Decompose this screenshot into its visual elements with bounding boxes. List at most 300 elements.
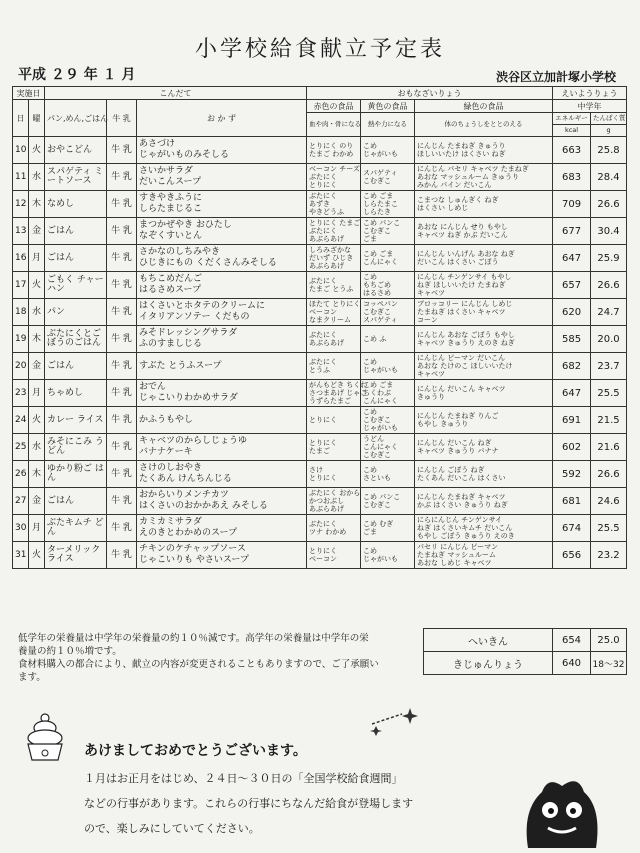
green-foods-cell: [415, 353, 553, 380]
red-foods-cell: [307, 245, 361, 272]
green-food-line: あおな にんじん せり もやし: [417, 223, 508, 231]
green-food-line: ほしいいたけ はくさい ねぎ: [417, 150, 506, 158]
side-dish-cell: [137, 488, 307, 515]
side-dish-line: なぞくすいとん: [139, 231, 203, 241]
yellow-food-line: はるさめ: [363, 289, 392, 297]
milk-cell: 牛 乳: [107, 191, 137, 218]
yellow-foods-cell: [361, 191, 415, 218]
red-foods-cell: [307, 164, 361, 191]
day-cell: 25: [13, 434, 29, 461]
milk-cell: 牛 乳: [107, 326, 137, 353]
staple-cell: パン: [45, 299, 107, 326]
staple-cell: おやこどん: [45, 137, 107, 164]
yellow-food-line: うどん: [363, 435, 385, 443]
header-green: 緑色の食品: [415, 100, 553, 113]
green-foods-cell: [415, 218, 553, 245]
day-cell: 13: [13, 218, 29, 245]
energy-cell: 647: [553, 380, 591, 407]
standard-label: きじゅんりょう: [424, 652, 553, 675]
table-row: [13, 353, 627, 380]
red-food-line: とりにく のり: [309, 142, 354, 150]
side-dish-line: さかなのしちみやき: [139, 247, 221, 257]
day-cell: 24: [13, 407, 29, 434]
side-dish-cell: [137, 326, 307, 353]
red-foods-cell: [307, 407, 361, 434]
header-red-desc: 血や肉・骨になる: [307, 113, 361, 137]
yellow-food-line: こむぎこ: [363, 501, 392, 509]
red-food-line: さつまあげ じゃこ: [309, 389, 368, 397]
milk-cell: 牛 乳: [107, 380, 137, 407]
red-foods-cell: [307, 353, 361, 380]
mascot-character-illustration: [518, 770, 604, 852]
header-grade: 中学年: [553, 100, 627, 113]
note-line: ます。: [18, 672, 46, 683]
yellow-food-line: こむぎこ: [363, 177, 392, 185]
header-day: 日: [13, 100, 29, 137]
protein-cell: 25.5: [591, 380, 627, 407]
red-foods-cell: [307, 434, 361, 461]
side-dish-cell: [137, 542, 307, 569]
protein-cell: 28.4: [591, 164, 627, 191]
milk-cell: 牛 乳: [107, 353, 137, 380]
staple-cell: ごはん: [45, 488, 107, 515]
green-food-line: はくさい しめじ: [417, 204, 469, 212]
protein-cell: 26.6: [591, 272, 627, 299]
green-food-line: キャベツ きゅうり えのき ねぎ: [417, 339, 515, 347]
energy-cell: 657: [553, 272, 591, 299]
red-food-line: さけ: [309, 466, 324, 474]
header-staple: パン,めん,ごはん: [45, 100, 107, 137]
protein-cell: 24.6: [591, 488, 627, 515]
side-dish-line: すぶた とうふスープ: [139, 360, 222, 371]
green-food-line: キャベツ: [417, 289, 446, 297]
red-food-line: ぶたにく: [309, 331, 338, 339]
protein-cell: 21.5: [591, 407, 627, 434]
yellow-food-line: もちごめ: [363, 281, 392, 289]
yellow-food-line: こめ ごま: [363, 192, 394, 200]
staple-cell: ごはん: [45, 245, 107, 272]
staple-cell: ぶたキムチ どん: [45, 515, 107, 542]
energy-cell: 681: [553, 488, 591, 515]
red-food-line: あぶらあげ: [309, 505, 345, 513]
yellow-foods-cell: [361, 218, 415, 245]
red-foods-cell: [307, 488, 361, 515]
side-dish-line: だいこんスープ: [139, 177, 202, 187]
green-food-line: にんじん ピーマン だいこん: [417, 354, 506, 362]
protein-cell: 23.7: [591, 353, 627, 380]
red-foods-cell: [307, 191, 361, 218]
green-food-line: にんじん たまねぎ キャベツ: [417, 493, 506, 501]
protein-cell: 24.7: [591, 299, 627, 326]
side-dish-cell: [137, 191, 307, 218]
green-food-line: にらにんじん チンゲンサイ: [417, 516, 503, 524]
side-dish-line: ふのすましじる: [139, 339, 203, 349]
side-dish-cell: [137, 515, 307, 542]
protein-cell: 30.4: [591, 218, 627, 245]
red-food-line: ほたて とりにく: [309, 300, 361, 308]
side-dish-line: チキンのケチャップソース: [139, 544, 246, 554]
green-foods-cell: [415, 272, 553, 299]
table-row: [13, 137, 627, 164]
red-food-line: ぶたにく: [309, 227, 338, 235]
green-foods-cell: [415, 326, 553, 353]
red-foods-cell: [307, 461, 361, 488]
energy-cell: 677: [553, 218, 591, 245]
red-foods-cell: [307, 272, 361, 299]
average-kcal: 654: [553, 629, 591, 652]
green-food-line: ブロッコリー にんじん しめじ: [417, 300, 513, 308]
header-green-desc: 体のちょうしをととのえる: [415, 113, 553, 137]
yellow-foods-cell: [361, 164, 415, 191]
table-row: [13, 272, 627, 299]
day-cell: 27: [13, 488, 29, 515]
side-dish-line: すきやきふうに: [139, 193, 203, 203]
yellow-foods-cell: [361, 461, 415, 488]
milk-cell: 牛 乳: [107, 461, 137, 488]
yellow-foods-cell: [361, 515, 415, 542]
side-dish-cell: [137, 380, 307, 407]
green-food-line: たまねぎ マッシュルーム: [417, 551, 496, 559]
staple-cell: スパゲティ ミートソース: [45, 164, 107, 191]
weekday-cell: 金: [29, 353, 45, 380]
milk-cell: 牛 乳: [107, 218, 137, 245]
side-dish-line: もちこめだんご: [139, 274, 203, 284]
staple-cell: ゆかり粉ご はん: [45, 461, 107, 488]
side-dish-line: じゃがいものみそしる: [139, 150, 230, 160]
table-row: [13, 542, 627, 569]
side-dish-line: みそドレッシングサラダ: [139, 328, 238, 338]
green-foods-cell: [415, 407, 553, 434]
protein-cell: 21.6: [591, 434, 627, 461]
side-dish-line: さけのしおやき: [139, 463, 203, 473]
side-dish-line: バナナケーキ: [139, 447, 193, 457]
yellow-food-line: しらたまこ: [363, 200, 399, 208]
yellow-food-line: スパゲティ: [363, 169, 398, 177]
table-row: [13, 488, 627, 515]
letter-line: などの行事があります。これらの行事にちなんだ給食が登場します: [84, 797, 414, 810]
side-dish-line: ひじきにもの くだくさんみそしる: [139, 258, 277, 268]
green-food-line: ねぎ ほしいいたけ たまねぎ: [417, 281, 506, 289]
red-food-line: とりにく: [309, 416, 338, 424]
table-row: [13, 380, 627, 407]
red-food-line: ぶたにく: [309, 192, 338, 200]
energy-cell: 709: [553, 191, 591, 218]
side-dish-cell: [137, 272, 307, 299]
weekday-cell: 火: [29, 272, 45, 299]
side-dish-line: おからいりメンチカツ: [139, 490, 229, 500]
red-food-line: ツナ わかめ: [309, 528, 347, 536]
yellow-food-line: こむぎこ: [363, 308, 392, 316]
protein-cell: 23.2: [591, 542, 627, 569]
milk-cell: 牛 乳: [107, 272, 137, 299]
green-foods-cell: [415, 542, 553, 569]
red-food-line: とりにく: [309, 439, 338, 447]
yellow-food-line: ごま: [363, 528, 378, 536]
yellow-foods-cell: [361, 272, 415, 299]
green-food-line: かぶ はくさい きゅうり ねぎ: [417, 501, 508, 509]
staple-cell: ターメリック ライス: [45, 542, 107, 569]
green-foods-cell: [415, 380, 553, 407]
green-food-line: あおな マッシュルーム きゅうり: [417, 173, 520, 181]
yellow-foods-cell: [361, 326, 415, 353]
green-foods-cell: [415, 137, 553, 164]
side-dish-cell: [137, 461, 307, 488]
day-cell: 31: [13, 542, 29, 569]
staple-cell: ごはん: [45, 218, 107, 245]
yellow-food-line: しらたき: [363, 208, 392, 216]
yellow-foods-cell: [361, 434, 415, 461]
red-foods-cell: [307, 326, 361, 353]
milk-cell: 牛 乳: [107, 542, 137, 569]
side-dish-line: あさづけ: [139, 139, 176, 149]
protein-cell: 25.8: [591, 137, 627, 164]
red-food-line: あぶらあげ: [309, 235, 345, 243]
side-dish-line: まつかぜやき おひたし: [139, 220, 232, 230]
standard-kcal: 640: [553, 652, 591, 675]
red-food-line: だいず ひじき: [309, 254, 354, 262]
green-food-line: コーン: [417, 316, 438, 324]
weekday-cell: 月: [29, 515, 45, 542]
red-food-line: ぶたにく: [309, 277, 338, 285]
red-food-line: あずき: [309, 200, 331, 208]
green-food-line: もやし ごぼう きゅうり えのき: [417, 532, 515, 540]
green-food-line: あおな たけのこ ほしいいたけ: [417, 362, 513, 370]
weekday-cell: 水: [29, 434, 45, 461]
green-food-line: にんじん ごぼう ねぎ: [417, 466, 485, 474]
red-food-line: ベーコン チーズ: [309, 165, 360, 173]
red-food-line: がんもどき ちくわ: [309, 381, 368, 389]
protein-cell: 25.9: [591, 245, 627, 272]
energy-cell: 585: [553, 326, 591, 353]
staple-cell: ぶたにくとごぼうのごはん: [45, 326, 107, 353]
red-food-line: たまご わかめ: [309, 150, 354, 158]
yellow-food-line: こめ ふ: [363, 335, 387, 343]
energy-cell: 592: [553, 461, 591, 488]
header-foods: おもなざいりょう: [307, 87, 553, 100]
green-food-line: パセリ にんじん ピーマン: [417, 543, 499, 551]
milk-cell: 牛 乳: [107, 164, 137, 191]
red-food-line: ベーコン: [309, 555, 338, 563]
yellow-food-line: こめ: [363, 466, 378, 474]
green-foods-cell: [415, 515, 553, 542]
green-food-line: にんじん たまねぎ きゅうり: [417, 142, 506, 150]
yellow-food-line: こめ ごま: [363, 250, 394, 258]
protein-cell: 26.6: [591, 191, 627, 218]
green-food-line: にんじん あおな ごぼう もやし: [417, 331, 515, 339]
weekday-cell: 木: [29, 191, 45, 218]
header-date: 実施日: [13, 87, 45, 100]
green-foods-cell: [415, 488, 553, 515]
header-side: お か ず: [137, 100, 307, 137]
red-food-line: たまご: [309, 447, 331, 455]
weekday-cell: 木: [29, 326, 45, 353]
red-food-line: とうふ: [309, 366, 331, 374]
red-food-line: あぶらあげ: [309, 339, 345, 347]
green-food-line: にんじん いんげん あおな ねぎ: [417, 250, 515, 258]
table-row: [13, 164, 627, 191]
red-food-line: ぶたにく: [309, 358, 338, 366]
yellow-food-line: こむぎこ: [363, 451, 392, 459]
day-cell: 30: [13, 515, 29, 542]
side-dish-line: はるさめスープ: [139, 285, 202, 295]
energy-cell: 656: [553, 542, 591, 569]
green-food-line: きゅうり: [417, 393, 446, 401]
header-milk: 牛 乳: [107, 100, 137, 137]
note-line: 食材料購入の都合により、献立の内容が変更されることもありますので、ご了承願い: [18, 659, 379, 670]
green-food-line: たまねぎ はくさい キャベツ: [417, 308, 506, 316]
yellow-food-line: こんにゃく: [363, 397, 398, 405]
staple-cell: ごはん: [45, 353, 107, 380]
red-food-line: やきどうふ: [309, 208, 345, 216]
side-dish-cell: [137, 245, 307, 272]
header-nutrition: えいようりょう: [553, 87, 627, 100]
green-food-line: にんじん だいこん キャベツ: [417, 385, 506, 393]
table-row: [13, 218, 627, 245]
yellow-food-line: ごま: [363, 235, 378, 243]
green-food-line: キャベツ きゅうり バナナ: [417, 447, 499, 455]
red-food-line: ぶたにく: [309, 520, 338, 528]
standard-protein: 18〜32: [591, 652, 627, 675]
yellow-food-line: さといも: [363, 474, 392, 482]
green-foods-cell: [415, 299, 553, 326]
header-energy: エネルギー: [553, 113, 591, 125]
header-yellow: 黄色の食品: [361, 100, 415, 113]
energy-cell: 682: [553, 353, 591, 380]
school-name: 渋谷区立加計塚小学校: [495, 70, 616, 84]
table-row: [13, 407, 627, 434]
day-cell: 26: [13, 461, 29, 488]
weekday-cell: 木: [29, 461, 45, 488]
side-dish-cell: [137, 353, 307, 380]
protein-cell: 20.0: [591, 326, 627, 353]
yellow-food-line: スパゲティ: [363, 316, 398, 324]
page-title: 小学校給食献立予定表: [194, 37, 445, 62]
yellow-food-line: じゃがいも: [363, 555, 399, 563]
red-food-line: しろみざかな: [309, 246, 352, 254]
green-food-line: もやし きゅうり: [417, 420, 469, 428]
side-dish-line: イタリアンソテー くだもの: [139, 312, 250, 322]
red-food-line: なまクリーム: [309, 316, 352, 324]
weekday-cell: 火: [29, 542, 45, 569]
green-food-line: にんじん パセリ キャベツ たまねぎ: [417, 165, 529, 173]
yellow-food-line: こめ: [363, 408, 378, 416]
side-dish-line: じゃこいりも やさいスープ: [139, 555, 249, 565]
day-cell: 10: [13, 137, 29, 164]
milk-cell: 牛 乳: [107, 434, 137, 461]
weekday-cell: 月: [29, 380, 45, 407]
staple-cell: ちゃめし: [45, 380, 107, 407]
yellow-food-line: こめ パンこ: [363, 219, 401, 227]
energy-cell: 602: [553, 434, 591, 461]
yellow-food-line: こんにゃく: [363, 258, 398, 266]
header-kcal: kcal: [553, 125, 591, 137]
milk-cell: 牛 乳: [107, 245, 137, 272]
green-food-line: ねぎ はくさいキムチ だいこん: [417, 524, 513, 532]
staple-cell: カレー ライス: [45, 407, 107, 434]
yellow-food-line: こめ むぎ: [363, 520, 394, 528]
day-cell: 11: [13, 164, 29, 191]
red-food-line: ぶたにく: [309, 173, 338, 181]
milk-cell: 牛 乳: [107, 137, 137, 164]
yellow-food-line: こめ: [363, 547, 378, 555]
day-cell: 20: [13, 353, 29, 380]
milk-cell: 牛 乳: [107, 407, 137, 434]
staple-cell: ごもく チャーハン: [45, 272, 107, 299]
weekday-cell: 水: [29, 299, 45, 326]
green-food-line: みかん パイン だいこん: [417, 181, 492, 189]
weekday-cell: 水: [29, 164, 45, 191]
weekday-cell: 金: [29, 488, 45, 515]
side-dish-line: はくさいとホタテのクリームに: [139, 301, 266, 311]
header-weekday: 曜: [29, 100, 45, 137]
header-protein: たんぱく質: [591, 113, 627, 125]
side-dish-line: はくさいのおかかあえ みそしる: [139, 501, 268, 511]
red-food-line: とりにく: [309, 181, 338, 189]
side-dish-cell: [137, 299, 307, 326]
yellow-foods-cell: [361, 299, 415, 326]
yellow-food-line: こむぎこ: [363, 416, 392, 424]
milk-cell: 牛 乳: [107, 488, 137, 515]
header-yellow-desc: 熱や力になる: [361, 113, 415, 137]
side-dish-line: さいかサラダ: [139, 166, 193, 176]
yellow-foods-cell: [361, 542, 415, 569]
header-g: g: [591, 125, 627, 137]
red-foods-cell: [307, 218, 361, 245]
table-row: [13, 461, 627, 488]
yellow-foods-cell: [361, 407, 415, 434]
energy-cell: 691: [553, 407, 591, 434]
red-food-line: とりにく たまご: [309, 219, 361, 227]
day-cell: 17: [13, 272, 29, 299]
red-food-line: とりにく: [309, 474, 338, 482]
yellow-food-line: ちくわぶ: [363, 389, 392, 397]
day-cell: 23: [13, 380, 29, 407]
red-food-line: あぶらあげ: [309, 262, 345, 270]
yellow-foods-cell: [361, 488, 415, 515]
red-food-line: ベーコン: [309, 308, 338, 316]
weekday-cell: 月: [29, 245, 45, 272]
red-foods-cell: [307, 299, 361, 326]
note-line: 養量の約１０％増です。: [18, 646, 122, 657]
side-dish-line: キャベツのからしじょうゆ: [139, 436, 248, 446]
green-food-line: だいこん はくさい ごぼう: [417, 258, 499, 266]
yellow-food-line: こめ: [363, 358, 378, 366]
staple-cell: なめし: [45, 191, 107, 218]
side-dish-line: じゃこいりわかめサラダ: [139, 393, 238, 403]
day-cell: 19: [13, 326, 29, 353]
greeting-heading: あけましておめでとうございます。: [84, 743, 307, 759]
note-line: 低学年の栄養量は中学年の栄養量の約１０％減です。高学年の栄養量は中学年の栄: [18, 633, 369, 644]
yellow-food-line: こんにゃく: [363, 443, 398, 451]
yellow-food-line: こめ: [363, 142, 378, 150]
green-foods-cell: [415, 164, 553, 191]
green-food-line: にんじん だいこん ねぎ: [417, 439, 492, 447]
weekday-cell: 金: [29, 218, 45, 245]
red-food-line: とりにく: [309, 547, 338, 555]
green-foods-cell: [415, 191, 553, 218]
energy-cell: 683: [553, 164, 591, 191]
green-foods-cell: [415, 434, 553, 461]
side-dish-cell: [137, 137, 307, 164]
yellow-foods-cell: [361, 245, 415, 272]
green-food-line: にんじん チンゲンサイ もやし: [417, 273, 512, 281]
red-foods-cell: [307, 380, 368, 407]
side-dish-line: かふうもやし: [139, 414, 194, 425]
yellow-food-line: こむぎこ: [363, 227, 392, 235]
red-foods-cell: [307, 515, 361, 542]
greeting-letter: [84, 766, 504, 841]
summary-table: [423, 628, 627, 675]
